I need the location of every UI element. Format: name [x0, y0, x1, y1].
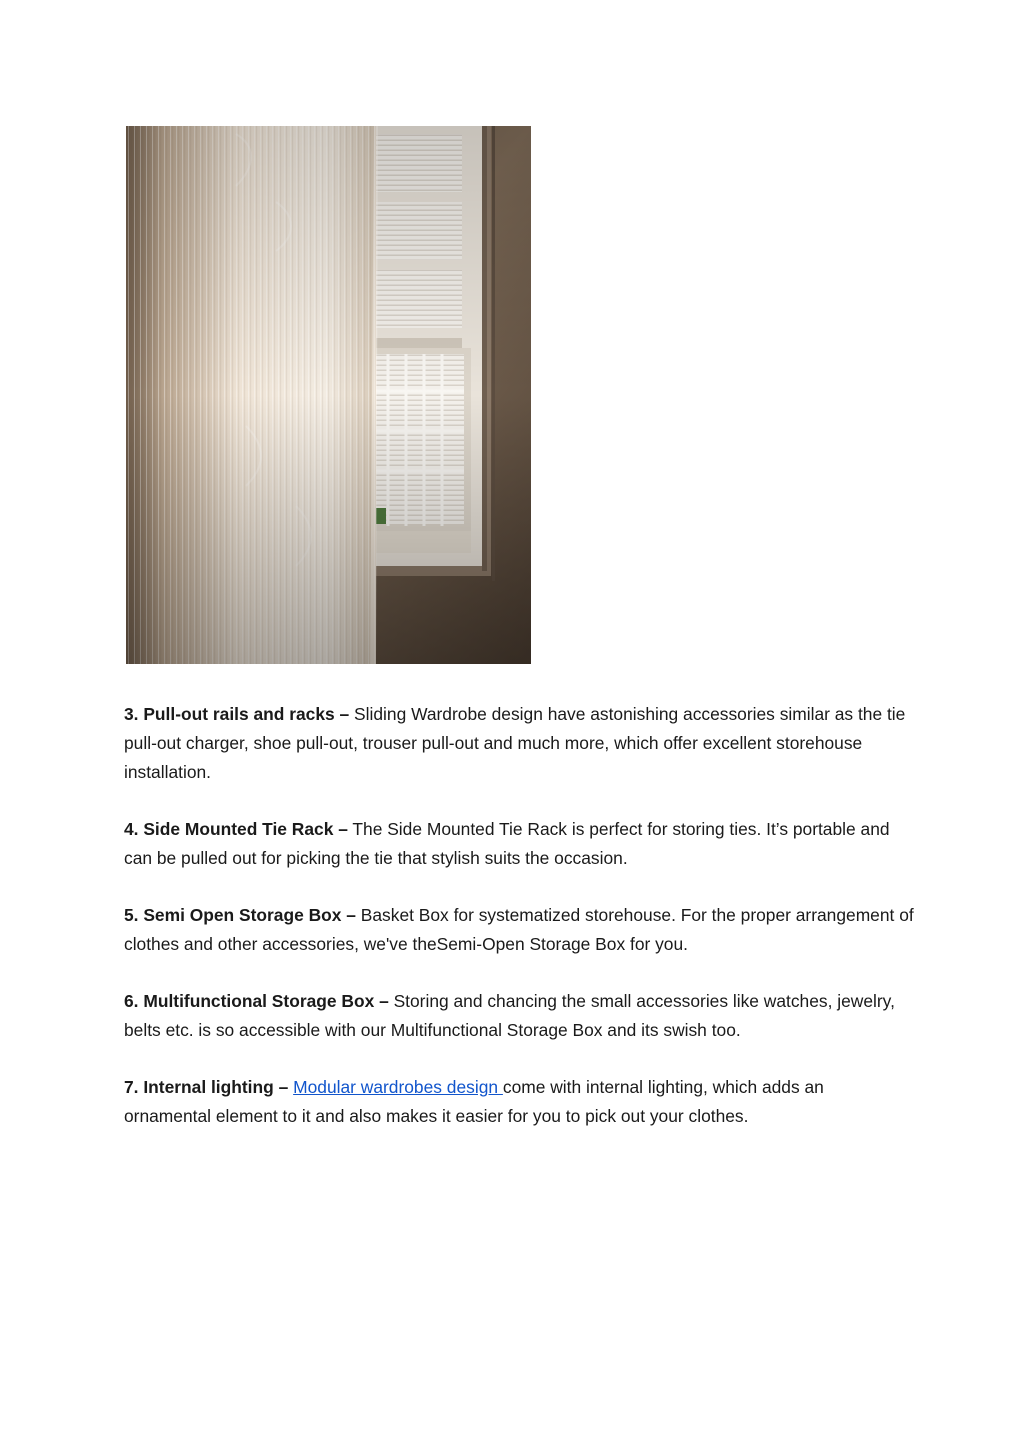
list-item — [124, 700, 914, 787]
item-text: The Side Mounted Tie Rack is perfect for storing ties. It’s portable and can be pulled out for picking the tie that stylish suits the occasion. — [124, 819, 890, 868]
list-item — [124, 815, 914, 873]
list-item — [124, 901, 914, 959]
item-heading: 6. Multifunctional Storage Box – — [124, 991, 389, 1011]
item-text: Sliding Wardrobe design have astonishing accessories similar as the tie pull-out charger, shoe pull-out, trouser pull-out and much more, which offer excellent storehouse installation. — [124, 704, 906, 782]
modular-wardrobes-link[interactable]: Modular wardrobes design — [293, 1077, 503, 1097]
item-heading: 7. Internal lighting – — [124, 1077, 289, 1097]
item-heading: 4. Side Mounted Tie Rack – — [124, 819, 348, 839]
list-item — [124, 1073, 914, 1131]
list-item — [124, 987, 914, 1045]
window-curtain-photo — [126, 126, 531, 664]
item-text: Storing and chancing the small accessories like watches, jewelry, belts etc. is so accessible with our Multifunctional Storage Box and its swish too. — [124, 991, 895, 1040]
item-heading: 5. Semi Open Storage Box – — [124, 905, 356, 925]
item-text: come with internal lighting, which adds an ornamental element to it and also makes it easier for you to pick out your clothes. — [124, 1077, 824, 1126]
item-heading: 3. Pull-out rails and racks – — [124, 704, 350, 724]
item-text: Basket Box for systematized storehouse. For the proper arrangement of clothes and other accessories, we've theSemi-Open Storage Box for you. — [124, 905, 914, 954]
feature-list — [124, 700, 914, 1159]
